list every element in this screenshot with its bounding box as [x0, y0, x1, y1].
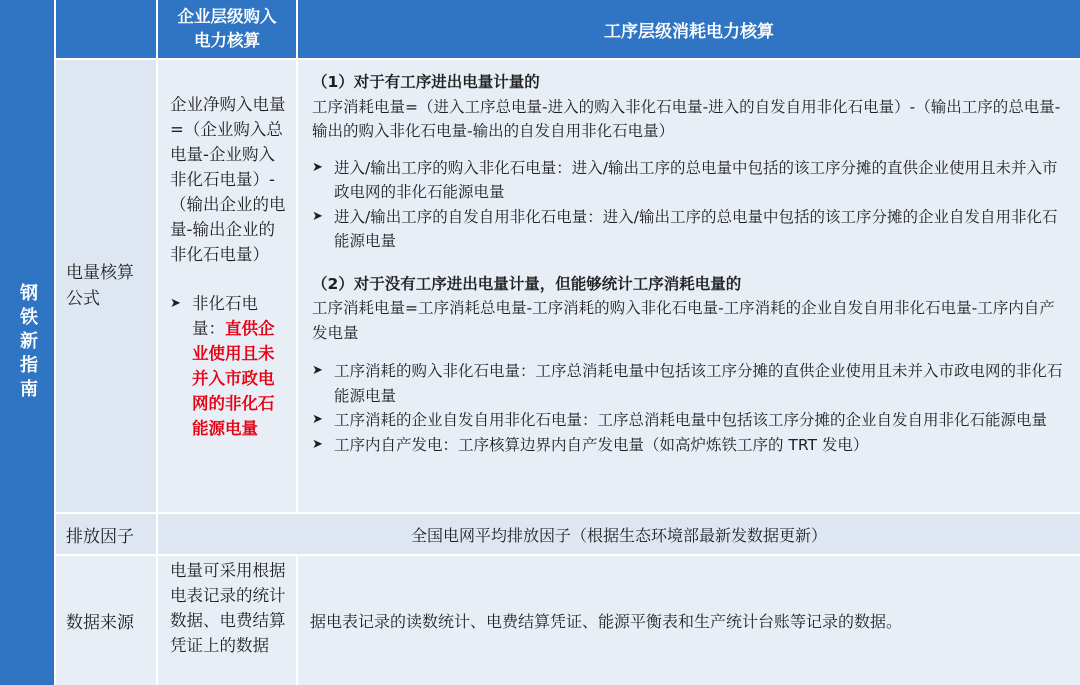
formula-enterprise-cell [158, 60, 296, 512]
section2-bullet-2-text: 工序消耗的企业自发自用非化石电量：工序总消耗电量中包括该工序分摊的企业自发自用非化石能源电量 [334, 411, 1048, 429]
source-label: 数据来源 [66, 613, 134, 633]
enterprise-formula-text: 企业净购入电量=（企业购入总电量-企业购入非化石电量）-（输出企业的电量-输出企业的非化石电量） [170, 95, 286, 264]
side-label-cell [0, 0, 54, 685]
section1-bullet-1-text: 进入/输出工序的购入非化石电量：进入/输出工序的总电量中包括的该工序分摊的直供企业使用且未并入市政电网的非化石能源电量 [334, 158, 1058, 201]
arrow-bullet-icon: ➤ [312, 436, 323, 452]
section1-title: （1）对于有工序进出电量计量的 [312, 73, 540, 91]
section1-bullet-1 [312, 156, 1070, 205]
emission-value-cell [158, 514, 1080, 554]
nonfossil-highlight: 直供企业使用且未并入市政电网的非化石能源电量 [192, 319, 275, 438]
section2-bullet-3-text: 工序内自产发电：工序核算边界内自产发电量（如高炉炼铁工序的 TRT 发电） [334, 435, 869, 454]
source-enterprise-text: 电量可采用根据电表记录的统计数据、电费结算凭证上的数据 [170, 561, 286, 655]
emission-label-cell [56, 514, 156, 554]
section2-title: （2）对于没有工序进出电量计量，但能够统计工序消耗电量的 [312, 274, 742, 293]
nonfossil-bullet-text [192, 291, 286, 441]
nonfossil-prefix: 非化石电量： [192, 294, 258, 338]
header-enterprise [158, 0, 296, 58]
source-label-cell [56, 556, 156, 685]
source-process-cell [298, 556, 1080, 685]
section2-bullet-1-text: 工序消耗的购入非化石电量：工序总消耗电量中包括该工序分摊的直供企业使用且未并入市政电网的非化石能源电量 [334, 362, 1063, 405]
section1-formula: 工序消耗电量=（进入工序总电量-进入的购入非化石电量-进入的自发自用非化石电量）-（输出工序的总电量-输出的购入非化石电量-输出的自发自用非化石电量） [312, 97, 1061, 140]
formula-label: 电量核算公式 [66, 263, 134, 309]
side-label: 钢铁新指南 [17, 282, 38, 403]
emission-label: 排放因子 [66, 526, 134, 547]
formula-label-cell [56, 60, 156, 512]
header-empty-cell [56, 0, 156, 58]
header-enterprise-text: 企业层级购入电力核算 [177, 7, 277, 50]
emission-value: 全国电网平均排放因子（根据生态环境部最新发数据更新） [410, 525, 827, 545]
arrow-bullet-icon: ➤ [312, 208, 323, 224]
section1-bullet-2 [312, 205, 1070, 254]
section2-formula: 工序消耗电量=工序消耗总电量-工序消耗的购入非化石电量-工序消耗的企业自发自用非化石电量-工序内自产发电量 [312, 299, 1055, 342]
arrow-bullet-icon: ➤ [170, 296, 181, 311]
formula-process-cell [298, 60, 1080, 512]
header-process [298, 0, 1080, 58]
source-process-text: 据电表记录的读数统计、电费结算凭证、能源平衡表和生产统计台账等记录的数据。 [310, 612, 903, 631]
section2-bullet-2 [312, 408, 1070, 433]
section2-bullet-3 [312, 433, 1070, 458]
header-process-text: 工序层级消耗电力核算 [604, 21, 774, 42]
nonfossil-bullet [170, 291, 286, 441]
source-enterprise-cell [158, 556, 296, 685]
section2-bullet-1 [312, 359, 1070, 408]
arrow-bullet-icon: ➤ [312, 363, 323, 378]
section1-bullet-2-text: 进入/输出工序的自发自用非化石电量：进入/输出工序的总电量中包括的该工序分摊的企业自发自用非化石能源电量 [334, 207, 1058, 250]
arrow-bullet-icon: ➤ [312, 159, 323, 175]
arrow-bullet-icon: ➤ [312, 412, 323, 427]
